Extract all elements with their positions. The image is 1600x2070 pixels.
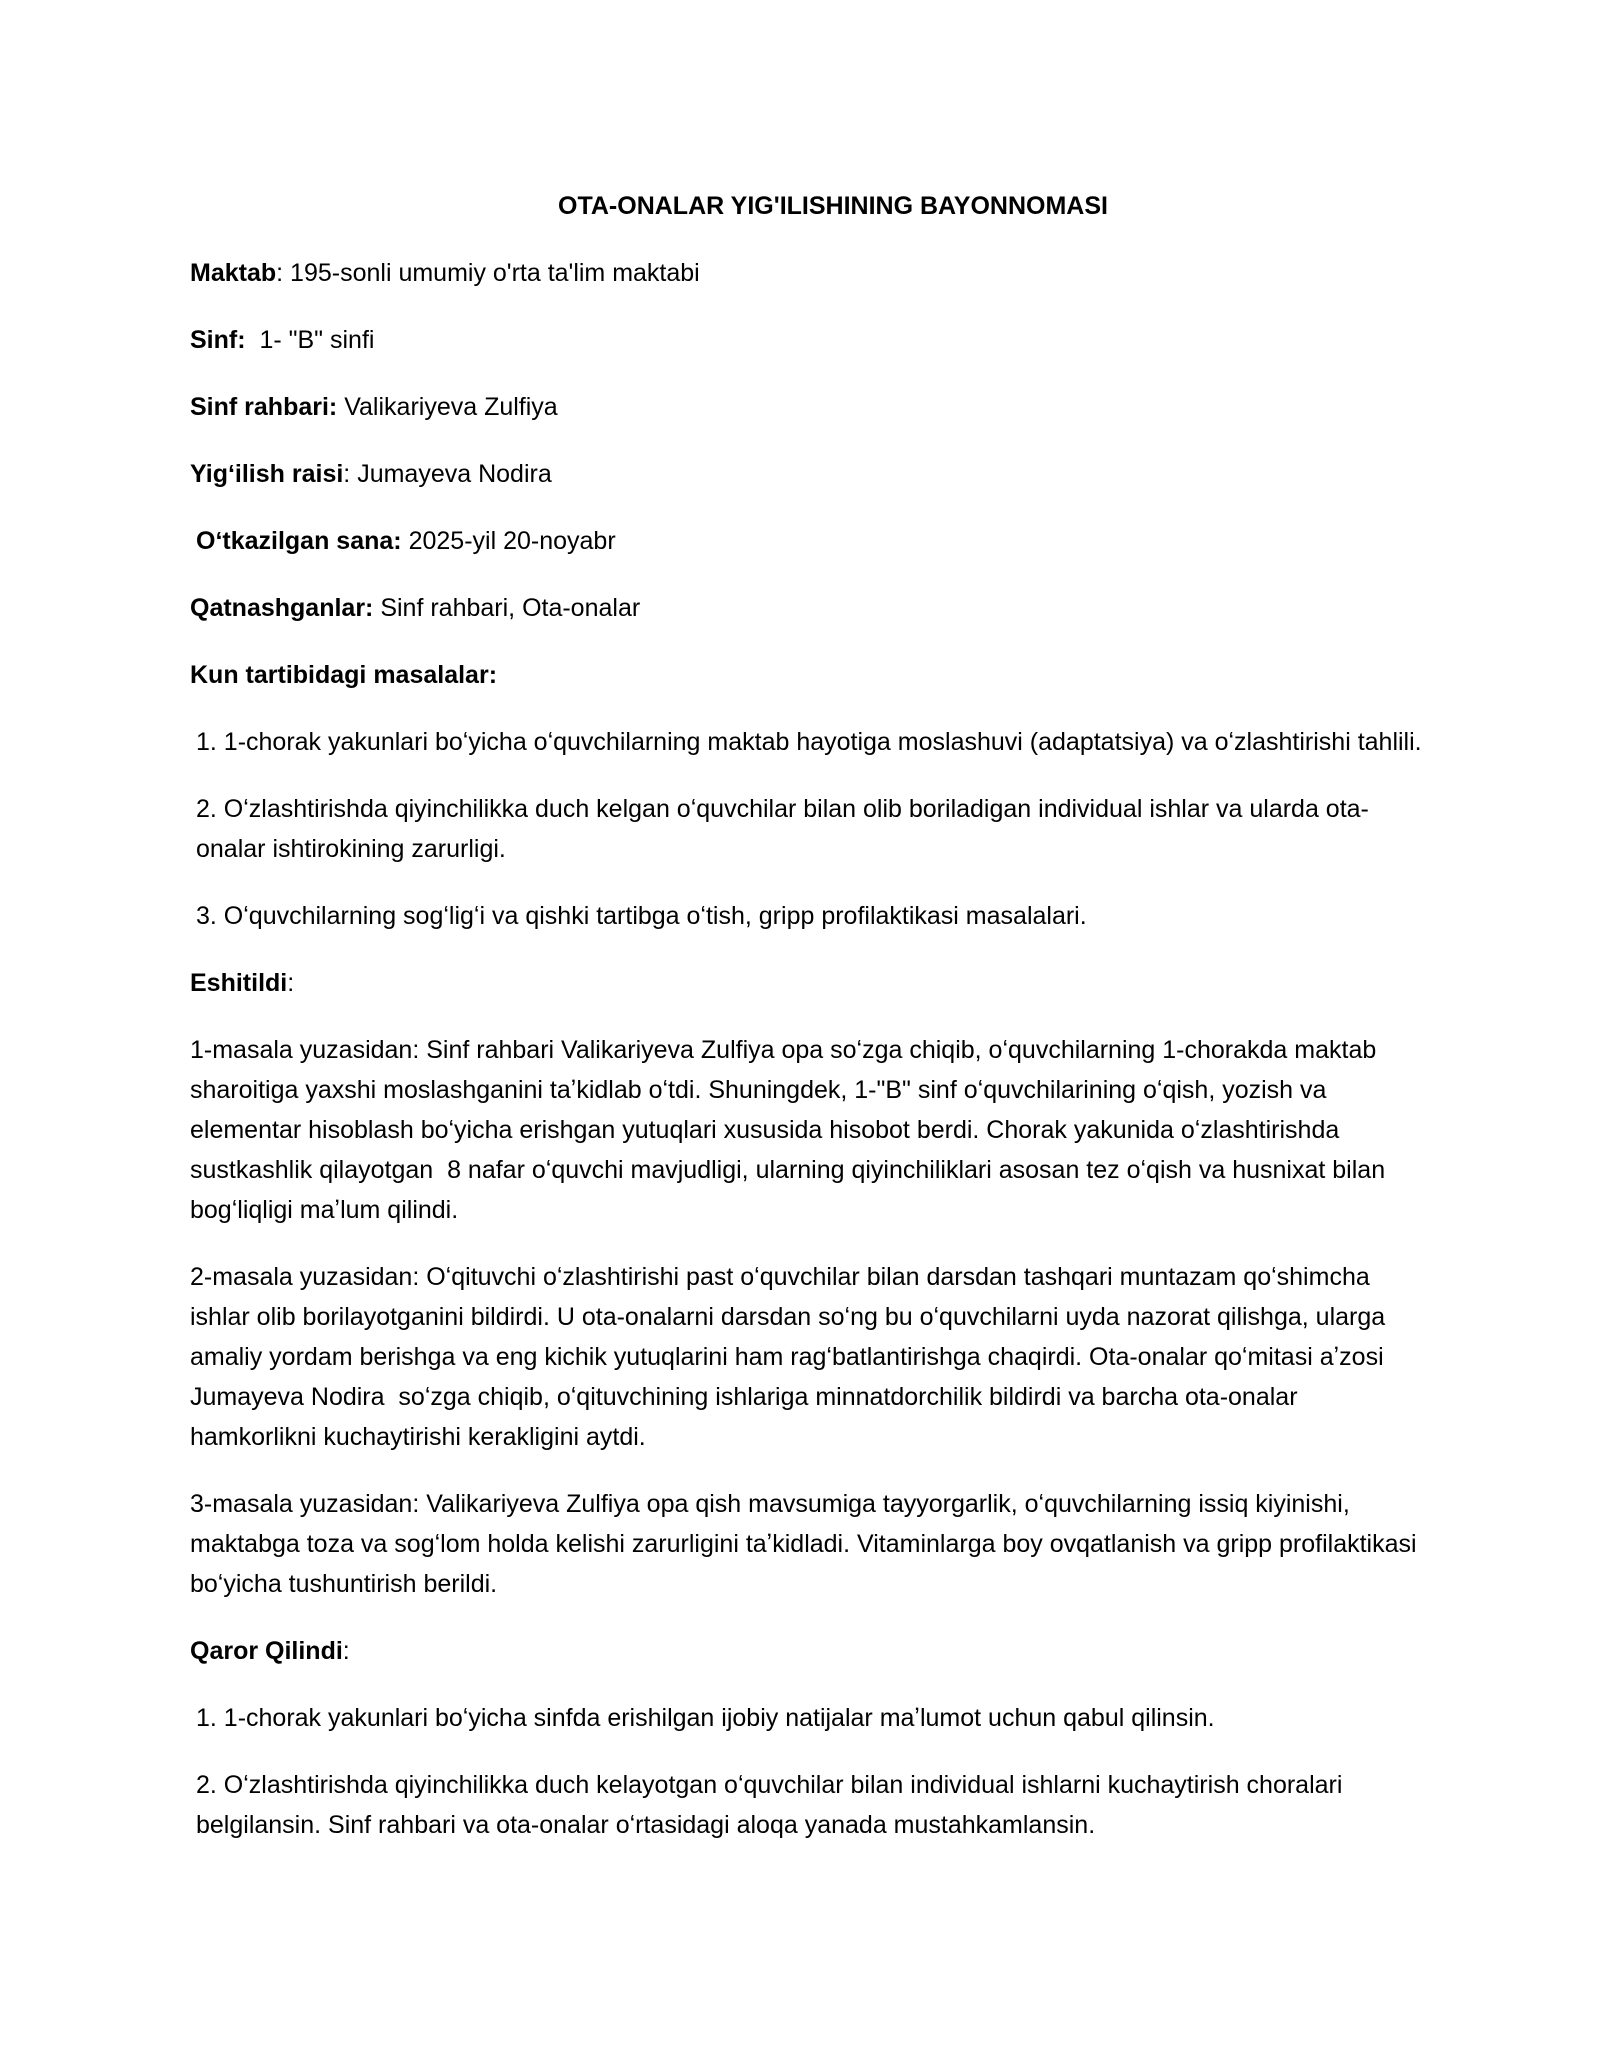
decision-heading-text: Qaror Qilindi [190, 1637, 343, 1665]
field-label: Yigʻilish raisi [190, 460, 344, 488]
field-label: Maktab [190, 259, 277, 287]
field-value: Jumayeva Nodira [357, 460, 552, 488]
heard-paragraph: 1-masala yuzasidan: Sinf rahbari Valikariyeva Zulfiya opa soʻzga chiqib, oʻquvchilarning 1-chorakda maktab sharoitiga yaxshi moslashganini taʼkidlab oʻtdi. Shuningdek, 1-"B" sinf oʻquvchilarining oʻqish, yozish va elementar hisoblash boʻyicha erishgan yutuqlari xususida hisobot berdi. Chorak yakunida oʻzlashtirishda sustkashlik qilayotgan 8 nafar oʻquvchi mavjudligi, ularning qiyinchiliklari asosan tez oʻqish va husnixat bilan bogʻliqligi maʼlum qilindi. [190, 1036, 1393, 1224]
heard-heading-colon: : [287, 969, 295, 997]
field-label: Sinf rahbari: [190, 393, 338, 421]
field-separator [402, 527, 409, 555]
agenda-item: 3. Oʻquvchilarning sogʻligʻi va qishki tartibga oʻtish, gripp profilaktikasi masalalari. [196, 902, 1087, 930]
field-value: 195-sonli umumiy o'rta ta'lim maktabi [290, 259, 700, 287]
field-separator: : [343, 460, 358, 488]
document-title: OTA-ONALAR YIG'ILISHINING BAYONNOMASI [558, 192, 1108, 220]
field-value: Valikariyeva Zulfiya [344, 393, 558, 421]
document-page [190, 186, 1430, 1872]
field-class [190, 320, 1430, 360]
field-date [190, 521, 1430, 561]
agenda-item: 2. Oʻzlashtirishda qiyinchilikka duch kelgan oʻquvchilar bilan olib boriladigan individual ishlar va ularda ota-onalar ishtirokining zarurligi. [196, 795, 1369, 863]
field-participants [190, 588, 1430, 628]
field-class-teacher [190, 387, 1430, 427]
agenda-item: 1. 1-chorak yakunlari boʻyicha oʻquvchilarning maktab hayotiga moslashuvi (adaptatsiya) va oʻzlashtirishi tahlili. [196, 728, 1422, 756]
heard-paragraph: 3-masala yuzasidan: Valikariyeva Zulfiya opa qish mavsumiga tayyorgarlik, oʻquvchilarning issiq kiyinishi, maktabga toza va sogʻlom holda kelishi zarurligini taʼkidladi. Vitaminlarga boy ovqatlanish va gripp profilaktikasi boʻyicha tushuntirish berildi. [190, 1490, 1417, 1598]
decision-heading-colon: : [342, 1637, 350, 1665]
decision-heading [190, 1631, 1430, 1671]
decision-item: 2. Oʻzlashtirishda qiyinchilikka duch kelayotgan oʻquvchilar bilan individual ishlarni kuchaytirish choralari belgilansin. Sinf rahbari va ota-onalar oʻrtasidagi aloqa yanada mustahkamlansin. [196, 1771, 1343, 1839]
field-label: Qatnashganlar: [190, 594, 374, 622]
heard-heading-text: Eshitildi [190, 969, 288, 997]
field-value: 1- "B" sinfi [259, 326, 375, 354]
heard-heading [190, 963, 1430, 1003]
field-school [190, 253, 1430, 293]
agenda-heading [190, 655, 1430, 695]
field-label: Sinf: [190, 326, 246, 354]
field-separator: : [276, 259, 291, 287]
field-label: Oʻtkazilgan sana: [196, 527, 402, 555]
field-chairperson [190, 454, 1430, 494]
field-value: 2025-yil 20-noyabr [408, 527, 616, 555]
field-separator [246, 326, 260, 354]
field-value: Sinf rahbari, Ota-onalar [380, 594, 641, 622]
agenda-heading-text: Kun tartibidagi masalalar: [190, 661, 498, 689]
heard-paragraph: 2-masala yuzasidan: Oʻqituvchi oʻzlashtirishi past oʻquvchilar bilan darsdan tashqari muntazam qoʻshimcha ishlar olib borilayotganini bildirdi. U ota-onalarni darsdan soʻng bu oʻquvchilarni uyda nazorat qilishga, ularga amaliy yordam berishga va eng kichik yutuqlarini ham ragʻbatlantirishga chaqirdi. Ota-onalar qoʻmitasi aʼzosi Jumayeva Nodira soʻzga chiqib, oʻqituvchining ishlariga minnatdorchilik bildirdi va barcha ota-onalar hamkorlikni kuchaytirishi kerakligini aytdi. [190, 1263, 1393, 1451]
decision-item: 1. 1-chorak yakunlari boʻyicha sinfda erishilgan ijobiy natijalar maʼlumot uchun qabul qilinsin. [196, 1704, 1215, 1732]
